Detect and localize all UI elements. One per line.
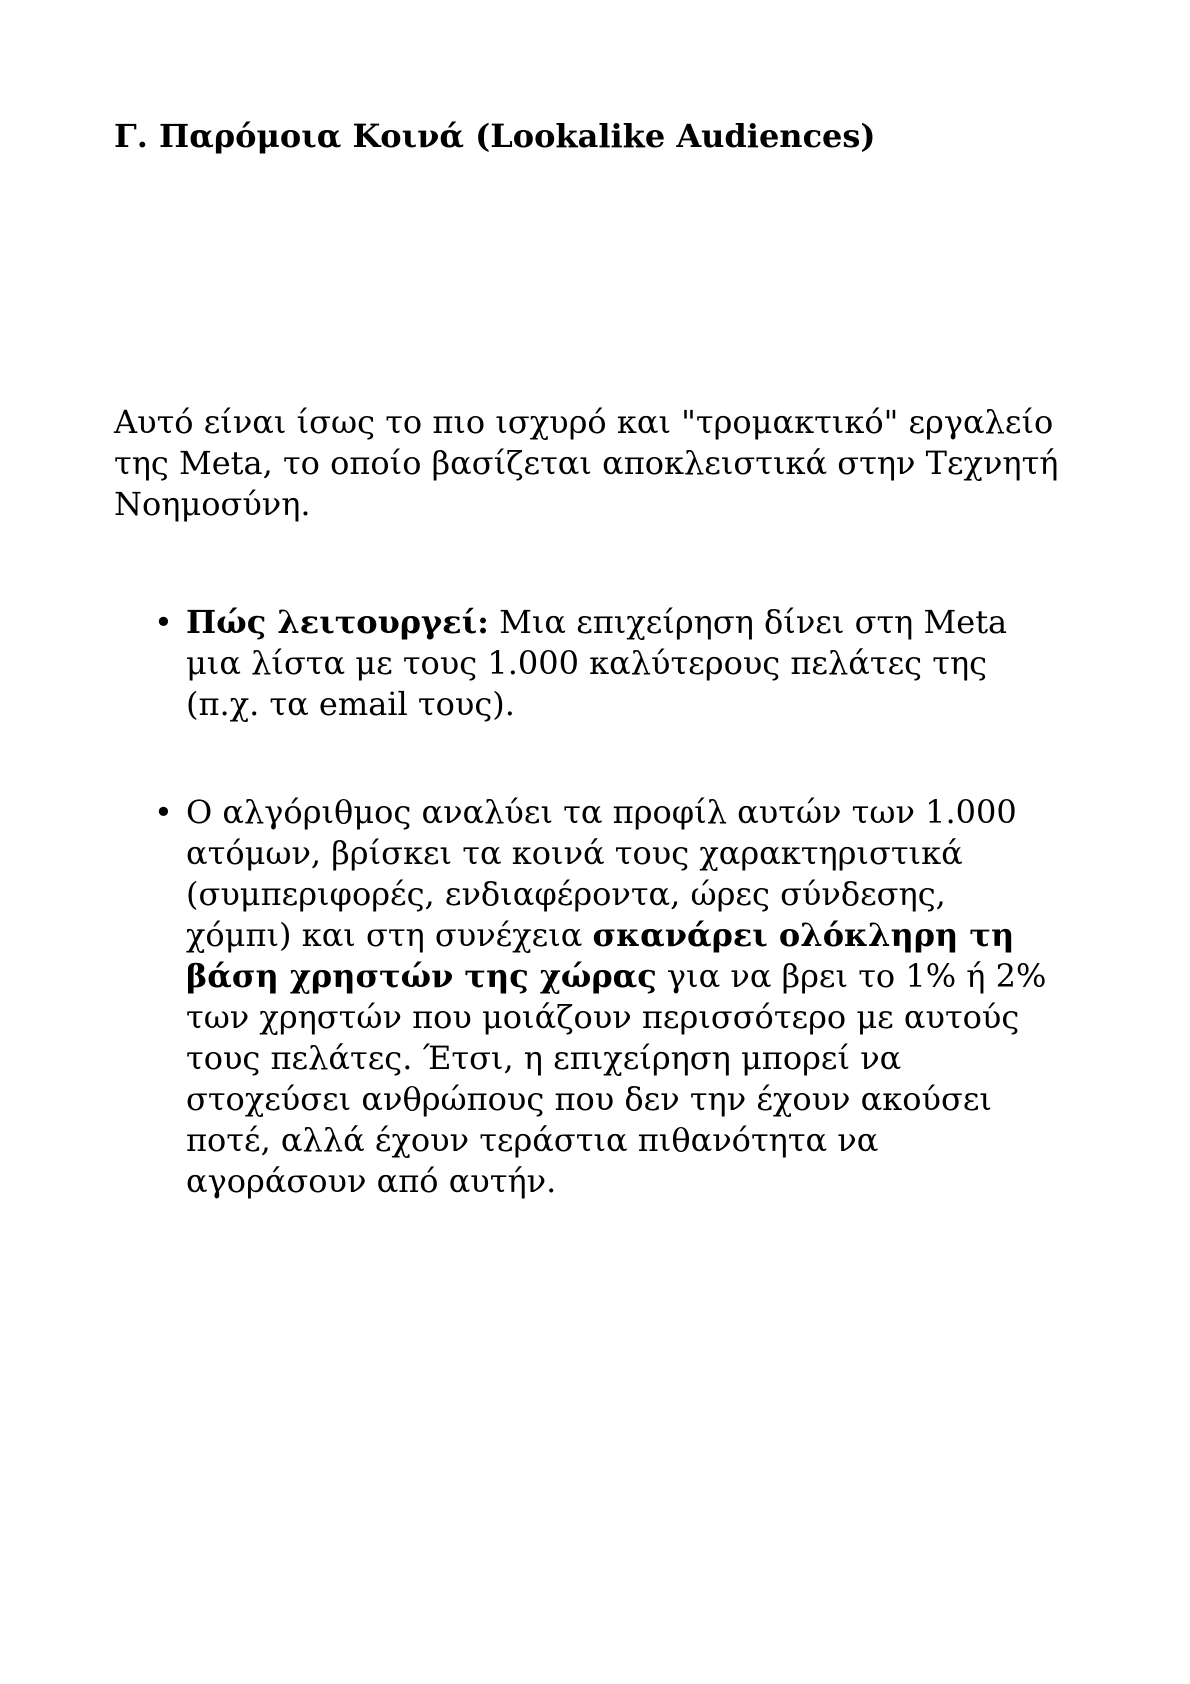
bullet-bold-phrase: σκανάρει ολόκληρη τη βάση χρηστών της χώρας — [186, 916, 1015, 995]
bullet-body: Μια επιχείρηση δίνει στη Meta μια λίστα με τους 1.000 καλύτερους πελάτες της (π.χ. τα email τους). — [186, 603, 1008, 723]
bullet-text — [186, 602, 1054, 725]
bullet-bold-lead: Πώς λειτουργεί: — [186, 603, 489, 641]
section-heading: Γ. Παρόμοια Κοινά (Lookalike Audiences) — [114, 117, 876, 155]
bullet-icon: • — [154, 603, 173, 641]
list-item — [154, 792, 1054, 1202]
bullet-icon: • — [154, 793, 173, 831]
bullet-text — [186, 792, 1054, 1202]
intro-paragraph: Αυτό είναι ίσως το πιο ισχυρό και "τρομακτικό" εργαλείο της Meta, το οποίο βασίζεται αποκλειστικά στην Τεχνητή Νοημοσύνη. — [114, 403, 1059, 523]
list-item — [154, 602, 1054, 725]
bullet-body-end: για να βρει το 1% ή 2% των χρηστών που μοιάζουν περισσότερο με αυτούς τους πελάτες. Έτσι, η επιχείρηση μπορεί να στοχεύσει ανθρώπους που δεν την έχουν ακούσει ποτέ, αλλά έχουν τεράστια πιθανότητα να αγοράσουν από αυτήν. — [186, 957, 1047, 1200]
bullet-body-start: Ο αλγόριθμος αναλύει τα προφίλ αυτών των 1.000 ατόμων, βρίσκει τα κοινά τους χαρακτηριστικά (συμπεριφορές, ενδιαφέροντα, ώρες σύνδεσης, χόμπι) και στη συνέχεια — [186, 793, 1017, 954]
